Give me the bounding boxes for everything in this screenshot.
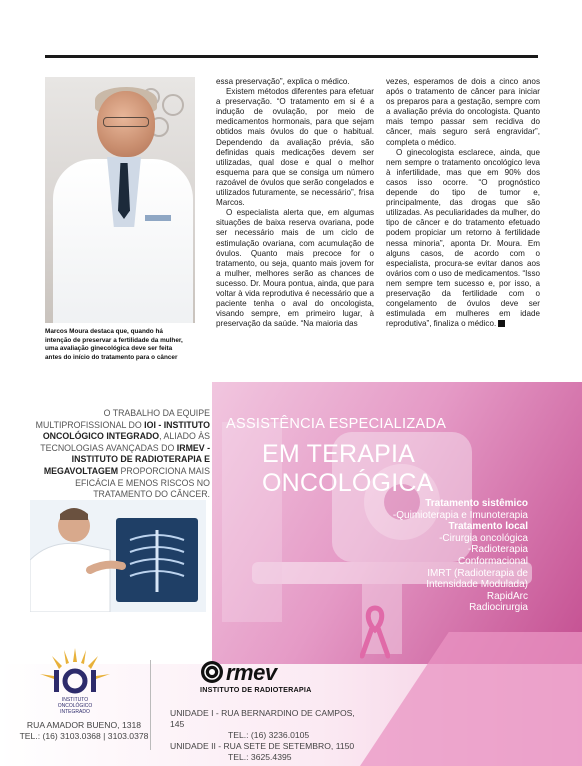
paragraph: essa preservação”, explica o médico. — [216, 77, 350, 86]
logo-divider — [150, 660, 151, 750]
service-item: Conformacional — [457, 555, 528, 567]
end-mark-icon — [498, 320, 505, 327]
name-badge — [145, 215, 171, 221]
service-item: Intensidade Modulada) — [426, 579, 528, 591]
photo-caption — [45, 328, 203, 363]
irmev-wordmark: rmev — [226, 660, 277, 685]
service-item: -Cirurgia oncológica — [439, 532, 528, 544]
irmev-unit-2: UNIDADE II - RUA SETE DE SETEMBRO, 1150 — [170, 741, 355, 751]
ioi-logo-subtitle: INTEGRADO — [60, 709, 90, 715]
irmev-unit-1: UNIDADE I - RUA BERNARDINO DE CAMPOS, 145 — [170, 708, 355, 729]
ioi-logo-subtitle: ONCOLÓGICO — [57, 703, 93, 709]
paragraph — [386, 148, 540, 330]
paragraph: Existem métodos diferentes para efetuar a preservação. “O tratamento em si é a indução de ovulação, por meio de medicamentos hormonais, para que sejam obtidos mais óvulos do que o habitual. Dependendo da avaliação prévia, são definidas quais medicações devem ser utilizadas, qual dose e qual o melhor esquema para que se consiga um número razoável de óvulos que serão congelados e utilizados futuramente, se necessário”, frisa Marcos. — [216, 87, 374, 208]
caption-line: Marcos Moura destaca que, quando há — [45, 328, 163, 335]
ad-intro-text — [20, 408, 210, 501]
paragraph: O especialista alerta que, em algumas situações de baixa reserva ovariana, pode ser necessário mais de um ciclo de estimulação ovariana, com acumulação de óvulos. Quanto mais precoce for o tratamento, ou seja, quanto mais jovem for a mulher, melhores serão as chances de sucesso. Dr. Moura pontua, ainda, que para voltar à vida reprodutiva é necessário que a paciente tenha o aval do oncologista, visando sempre, em primeiro lugar, à preservação da saúde. “Na maioria das — [216, 208, 374, 329]
ioi-logo-icon — [32, 644, 118, 716]
article-column-2 — [216, 77, 374, 329]
services-list — [380, 498, 528, 614]
service-heading: Tratamento local — [448, 521, 528, 533]
service-item: -Quimioterapia e Imunoterapia — [392, 509, 528, 521]
ad-headline-1: ASSISTÊNCIA ESPECIALIZADA — [226, 416, 447, 432]
service-item: -Radioterapia — [467, 544, 528, 556]
intro-text: PROPORCIONA MAIS EFICÁCIA E MENOS RISCOS NO TRATAMENTO DO CÂNCER. — [75, 465, 210, 500]
caption-line: intenção de preservar a fertilidade da mulher, — [45, 336, 183, 344]
paragraph: vezes, esperamos de dois a cinco anos após o tratamento de câncer para iniciar os preparos para a gestação, sempre com a avaliação prévia do oncologista. Quanto mais tempo passar sem recidiva do câncer, mais seguro será engravidar”, completa o médico. — [386, 77, 540, 147]
service-heading: Tratamento sistêmico — [425, 498, 528, 509]
intro-text: O TRABALHO DA EQUIPE MULTIPROFISSIONAL DO — [35, 408, 210, 430]
service-item: IMRT (Radioterapia de — [427, 567, 528, 579]
irmev-unit-1-phone: TEL.: (16) 3236.0105 — [228, 730, 310, 740]
caption-line: uma avaliação ginecológica deve ser feita — [45, 345, 173, 353]
top-rule — [45, 55, 538, 58]
irmev-name: IRMEV - INSTITUTO DE RADIOTERAPIA E MEGAVOLTAGEM — [43, 442, 210, 476]
service-item: RapidArc — [486, 590, 528, 602]
ioi-phones: TEL.: (16) 3103.0368 | 3103.0378 — [19, 731, 149, 741]
irmev-address — [170, 708, 360, 763]
advertisement — [0, 382, 582, 766]
irmev-subtitle: INSTITUTO DE RADIOTERAPIA — [200, 685, 312, 694]
ioi-street: RUA AMADOR BUENO, 1318 — [26, 720, 142, 730]
ioi-address — [18, 720, 150, 742]
irmev-emblem-icon — [200, 660, 224, 684]
doctor-xray-illustration — [30, 500, 206, 612]
ioi-logo-subtitle: INSTITUTO — [61, 697, 89, 703]
pink-ribbon-icon — [360, 604, 390, 660]
doctor-photo — [45, 77, 195, 323]
irmev-unit-2-phone: TEL.: 3625.4395 — [228, 752, 292, 762]
glasses-icon — [103, 117, 149, 127]
article-column-3 — [386, 77, 540, 329]
service-item: Radiocirurgia — [469, 602, 528, 614]
ioi-name: IOI - INSTITUTO ONCOLÓGICO INTEGRADO — [42, 419, 210, 442]
ad-headline-2: EM TERAPIA ONCOLÓGICA — [262, 440, 434, 497]
intro-text: , ALIADO ÀS TECNOLOGIAS AVANÇADAS DO — [40, 431, 210, 453]
caption-line: antes do início do tratamento para o câncer — [45, 354, 178, 362]
paragraph-text: O ginecologista esclarece, ainda, que nem sempre o tratamento oncológico leva à infertilidade, mas que em 90% dos casos isso ocorre. “O prognóstico depende do tipo de tumor e, principalmente, das drogas que são utilizadas. As peculiaridades da mulher, do tipo de câncer e do tratamento efetuado podem propiciar um retorno à fertilidade nessa minoria”, aponta Dr. Moura. Em alguns casos, de acordo com o especialista, procura-se evitar danos aos ovários com o uso de medicamentos. “Isso nem sempre tem sucesso e, por isso, a preservação da fertilidade com o congelamento de óvulos deve ser estimulada em mulheres em idade reprodutiva”, finaliza o médico. — [386, 147, 540, 329]
